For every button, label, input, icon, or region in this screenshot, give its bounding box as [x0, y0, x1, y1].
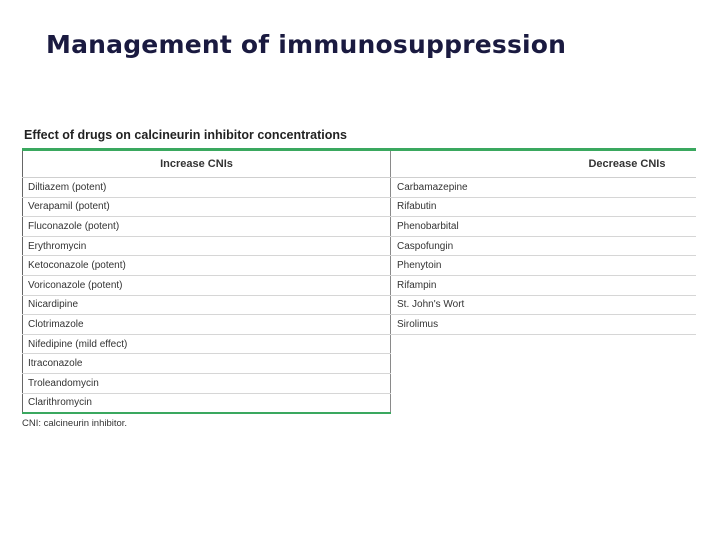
table-row	[23, 334, 696, 354]
table-row	[23, 178, 696, 198]
decrease-cni-drug: Phenobarbital	[391, 217, 696, 237]
table-row	[23, 236, 696, 256]
drug-interaction-table-panel	[22, 128, 695, 429]
decrease-cni-drug: Rifabutin	[391, 197, 696, 217]
table-body	[23, 178, 696, 414]
table-row	[23, 315, 696, 335]
decrease-cni-drug: Caspofungin	[391, 236, 696, 256]
drug-interaction-table	[22, 148, 696, 414]
increase-cni-drug: Clarithromycin	[23, 393, 391, 413]
table-title: Effect of drugs on calcineurin inhibitor concentrations	[24, 128, 347, 142]
increase-cni-drug: Clotrimazole	[23, 315, 391, 335]
table-row	[23, 354, 696, 374]
table-row	[23, 197, 696, 217]
increase-cni-drug: Nicardipine	[23, 295, 391, 315]
increase-cni-drug: Voriconazole (potent)	[23, 275, 391, 295]
slide-title: Management of immunosuppression	[46, 30, 567, 59]
decrease-cni-drug	[391, 373, 696, 393]
decrease-cni-drug: Carbamazepine	[391, 178, 696, 198]
table-row	[23, 373, 696, 393]
increase-cni-drug: Verapamil (potent)	[23, 197, 391, 217]
table-row	[23, 393, 696, 413]
increase-cni-drug: Troleandomycin	[23, 373, 391, 393]
increase-cni-drug: Ketoconazole (potent)	[23, 256, 391, 276]
table-footnote: CNI: calcineurin inhibitor.	[22, 418, 128, 430]
increase-cni-drug: Fluconazole (potent)	[23, 217, 391, 237]
table-header-row	[23, 150, 696, 178]
decrease-cni-drug	[391, 393, 696, 413]
decrease-cni-drug	[391, 334, 696, 354]
decrease-cni-header: Decrease CNIs	[391, 150, 696, 178]
table-row	[23, 217, 696, 237]
decrease-cni-drug: Rifampin	[391, 275, 696, 295]
decrease-cni-drug: Phenytoin	[391, 256, 696, 276]
increase-cni-drug: Itraconazole	[23, 354, 391, 374]
increase-cni-header: Increase CNIs	[23, 150, 391, 178]
table-row	[23, 256, 696, 276]
table-row	[23, 295, 696, 315]
decrease-cni-drug: Sirolimus	[391, 315, 696, 335]
increase-cni-drug: Nifedipine (mild effect)	[23, 334, 391, 354]
increase-cni-drug: Erythromycin	[23, 236, 391, 256]
increase-cni-drug: Diltiazem (potent)	[23, 178, 391, 198]
table-row	[23, 275, 696, 295]
decrease-cni-drug	[391, 354, 696, 374]
decrease-cni-drug: St. John's Wort	[391, 295, 696, 315]
